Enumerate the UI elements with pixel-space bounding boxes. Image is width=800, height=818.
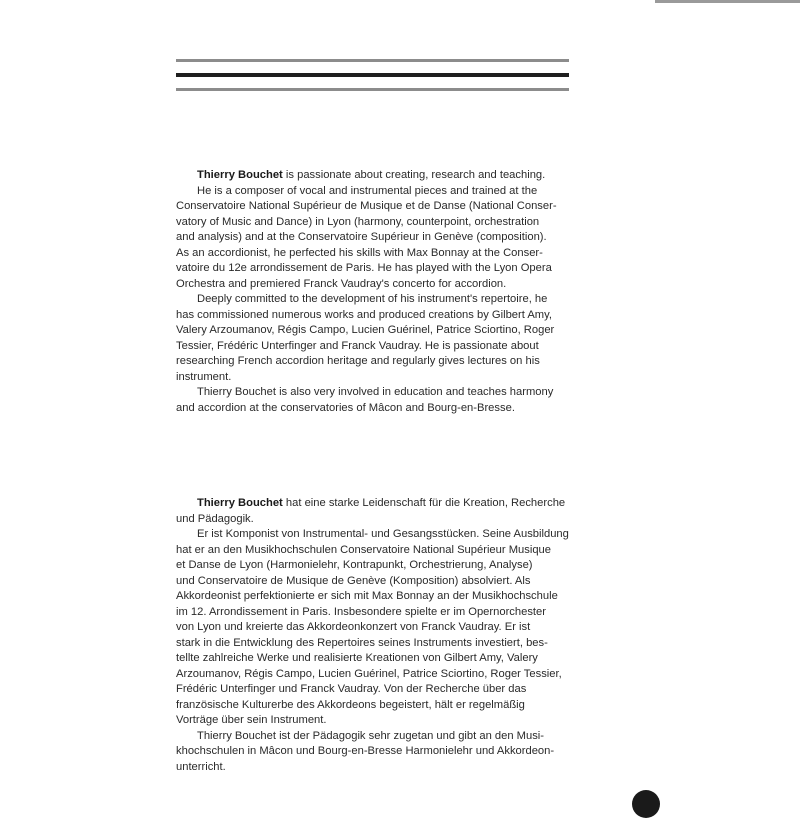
german-line-13: französische Kulturerbe des Akkordeons begeistert, hält er regelmäßig bbox=[176, 698, 525, 711]
english-line-8: Deeply committed to the development of his instrument's repertoire, he bbox=[197, 293, 548, 305]
english-line-0 bbox=[176, 168, 576, 184]
english-line-5: As an accordionist, he perfected his skills with Max Bonnay at the Conser- bbox=[176, 246, 543, 259]
english-line-1: He is a composer of vocal and instrumental pieces and trained at the bbox=[197, 184, 538, 197]
german-first-line-rest: hat eine starke Leidenschaft für die Kreation, Recherche bbox=[282, 497, 566, 509]
german-line-17: unterricht. bbox=[176, 760, 226, 773]
german-line-3: hat er an den Musikhochschulen Conservatoire National Supérieur Musique bbox=[176, 543, 551, 556]
german-name: Thierry Bouchet bbox=[197, 497, 283, 509]
english-line-10: Valery Arzoumanov, Régis Campo, Lucien Guérinel, Patrice Sciortino, Roger bbox=[176, 324, 555, 336]
german-line-0 bbox=[176, 496, 576, 512]
header-rule-top bbox=[176, 59, 569, 62]
top-edge-line bbox=[655, 0, 800, 3]
english-line-7: Orchestra and premiered Franck Vaudray's concerto for accordion. bbox=[176, 277, 507, 290]
english-biography bbox=[176, 168, 576, 416]
german-line-8: von Lyon und kreierte das Akkordeonkonzert von Franck Vaudray. Er ist bbox=[176, 621, 531, 633]
german-line-12: Frédéric Unterfinger und Franck Vaudray. Von der Recherche über das bbox=[176, 683, 527, 695]
german-line-6: Akkordeonist perfektionierte er sich mit Max Bonnay an der Musikhochschule bbox=[176, 590, 558, 602]
english-line-14: Thierry Bouchet is also very involved in education and teaches harmony bbox=[197, 386, 554, 398]
german-line-4: et Danse de Lyon (Harmonielehr, Kontrapunkt, Orchestrierung, Analyse) bbox=[176, 559, 533, 571]
german-line-7: im 12. Arrondissement in Paris. Insbesondere spielte er im Opernorchester bbox=[176, 605, 546, 618]
english-line-3: vatory of Music and Dance) in Lyon (harmony, counterpoint, orchestration bbox=[176, 215, 540, 228]
german-line-15: Thierry Bouchet ist der Pädagogik sehr zugetan und gibt an den Musi- bbox=[197, 729, 545, 742]
english-first-line-rest: is passionate about creating, research and teaching. bbox=[282, 169, 546, 181]
german-line-9: stark in die Entwicklung des Repertoires seines Instruments investiert, bes- bbox=[176, 636, 548, 649]
german-biography bbox=[176, 496, 576, 775]
english-line-13: instrument. bbox=[176, 370, 232, 383]
german-line-16: khochschulen in Mâcon und Bourg-en-Bresse Harmonielehr und Akkordeon- bbox=[176, 745, 555, 757]
english-name: Thierry Bouchet bbox=[197, 169, 283, 181]
header-rule-middle bbox=[176, 73, 569, 77]
german-line-1: und Pädagogik. bbox=[176, 512, 254, 525]
german-line-11: Arzoumanov, Régis Campo, Lucien Guérinel, Patrice Sciortino, Roger Tessier, bbox=[176, 667, 562, 680]
german-line-5: und Conservatoire de Musique de Genève (Komposition) absolviert. Als bbox=[176, 574, 531, 587]
english-line-9: has commissioned numerous works and produced creations by Gilbert Amy, bbox=[176, 308, 552, 321]
english-line-15: and accordion at the conservatories of Mâcon and Bourg-en-Bresse. bbox=[176, 401, 515, 414]
german-line-2: Er ist Komponist von Instrumental- und Gesangsstücken. Seine Ausbildung bbox=[197, 528, 569, 540]
page-corner-dot bbox=[632, 790, 660, 818]
english-line-12: researching French accordion heritage and regularly gives lectures on his bbox=[176, 355, 540, 367]
german-line-14: Vorträge über sein Instrument. bbox=[176, 714, 327, 726]
german-line-10: tellte zahlreiche Werke und realisierte Kreationen von Gilbert Amy, Valery bbox=[176, 652, 538, 664]
english-line-11: Tessier, Frédéric Unterfinger and Franck Vaudray. He is passionate about bbox=[176, 339, 539, 352]
english-line-2: Conservatoire National Supérieur de Musique et de Danse (National Conser- bbox=[176, 200, 557, 212]
header-rule-bottom bbox=[176, 88, 569, 91]
english-line-6: vatoire du 12e arrondissement de Paris. He has played with the Lyon Opera bbox=[176, 262, 552, 274]
english-line-4: and analysis) and at the Conservatoire Supérieur in Genève (composition). bbox=[176, 231, 547, 243]
